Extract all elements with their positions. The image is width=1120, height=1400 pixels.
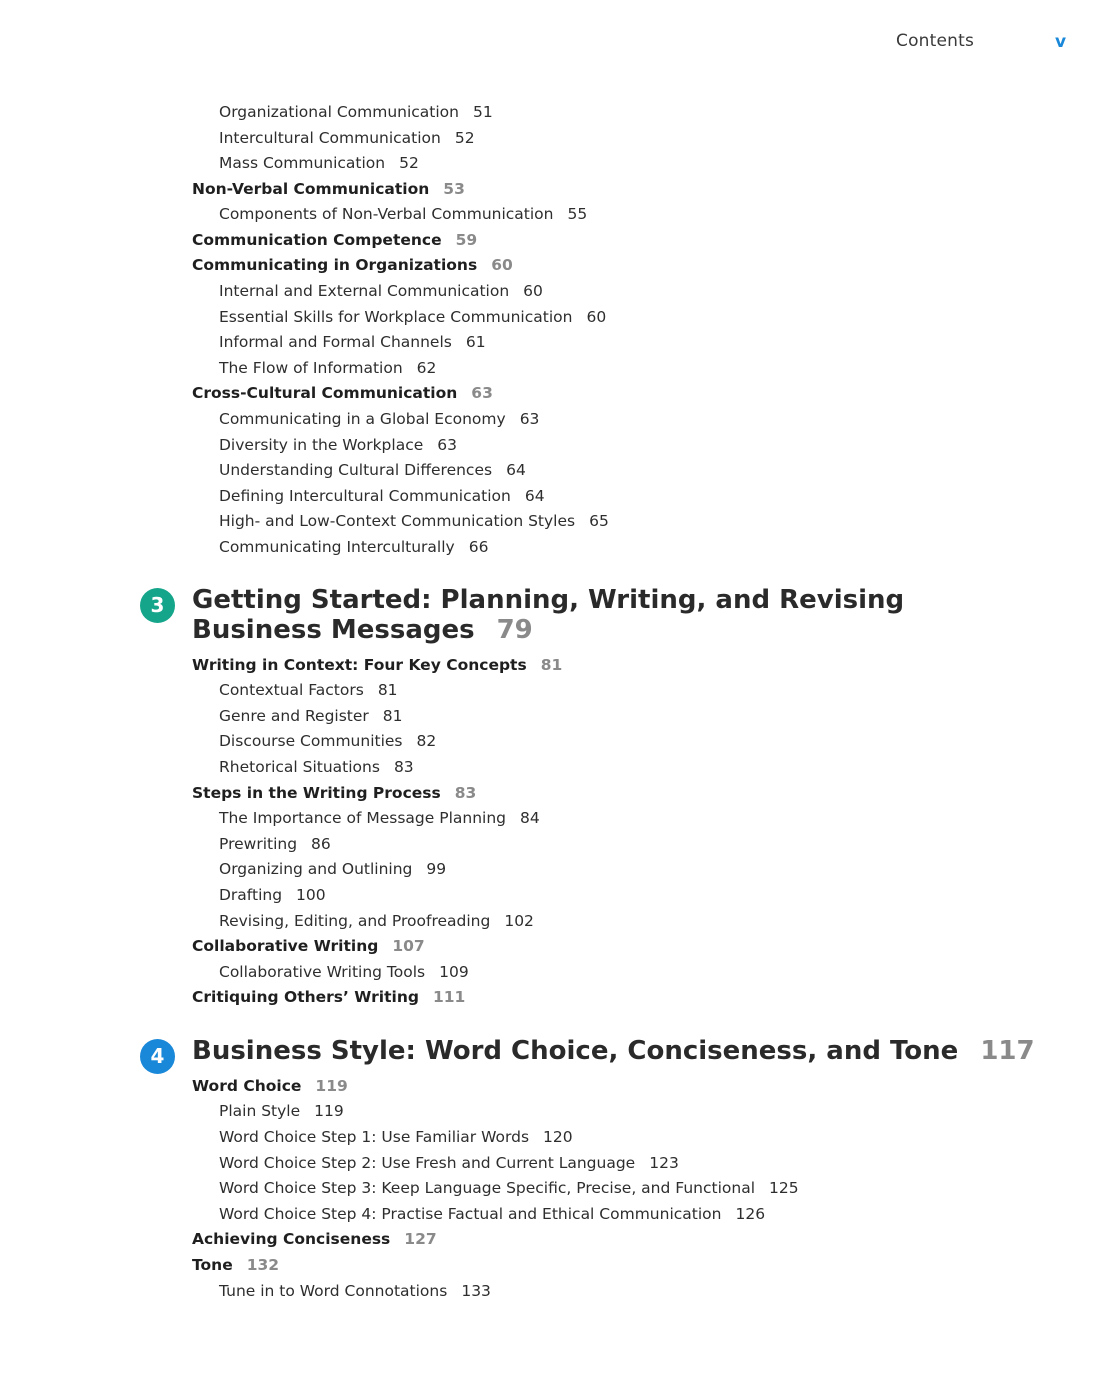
chapter-title-line: Getting Started: Planning, Writing, and Revising xyxy=(192,585,905,615)
toc-section-title: Achieving Conciseness xyxy=(192,1230,391,1248)
toc-section[interactable] xyxy=(192,1255,279,1275)
toc-entry[interactable] xyxy=(219,962,469,982)
toc-section-page: 127 xyxy=(404,1230,437,1248)
toc-section-title: Tone xyxy=(192,1256,233,1274)
toc-entry-page: 62 xyxy=(416,359,437,377)
toc-entry-page: 120 xyxy=(543,1128,573,1146)
toc-entry[interactable] xyxy=(219,1153,679,1173)
toc-section-page: 81 xyxy=(540,656,563,674)
toc-entry-title: Word Choice Step 3: Keep Language Specific, Precise, and Functional xyxy=(219,1179,756,1197)
toc-entry-page: 86 xyxy=(311,835,331,853)
toc-entry-page: 60 xyxy=(586,308,607,326)
toc-section[interactable] xyxy=(192,230,477,250)
toc-entry-title: Tune in to Word Connotations xyxy=(219,1282,448,1300)
toc-section[interactable] xyxy=(192,179,465,199)
toc-entry-title: Genre and Register xyxy=(219,707,369,725)
toc-entry-title: Plain Style xyxy=(219,1102,301,1120)
toc-section-page: 119 xyxy=(315,1077,348,1095)
toc-entry-title: Essential Skills for Workplace Communication xyxy=(219,308,573,326)
toc-entry[interactable] xyxy=(219,537,488,557)
running-head-title: Contents xyxy=(896,31,975,51)
running-head xyxy=(0,31,1120,57)
toc-section-title: Writing in Context: Four Key Concepts xyxy=(192,656,527,674)
toc-entry-title: The Flow of Information xyxy=(219,359,403,377)
chapter-title xyxy=(192,585,904,645)
toc-entry-page: 64 xyxy=(506,461,526,479)
toc-entry[interactable] xyxy=(219,1101,344,1121)
toc-entry[interactable] xyxy=(219,511,609,531)
toc-entry-page: 82 xyxy=(416,732,437,750)
toc-entry-title: Revising, Editing, and Proofreading xyxy=(219,912,491,930)
toc-entry-page: 100 xyxy=(296,886,326,904)
toc-entry[interactable] xyxy=(219,102,493,122)
toc-entry[interactable] xyxy=(219,358,436,378)
toc-entry-title: Discourse Communities xyxy=(219,732,403,750)
toc-entry[interactable] xyxy=(219,1127,573,1147)
toc-section[interactable] xyxy=(192,987,465,1007)
toc-entry-page: 51 xyxy=(473,103,493,121)
toc-entry-title: Informal and Formal Channels xyxy=(219,333,452,351)
toc-entry-page: 63 xyxy=(437,436,457,454)
toc-entry[interactable] xyxy=(219,885,326,905)
toc-entry-title: Mass Communication xyxy=(219,154,386,172)
toc-entry[interactable] xyxy=(219,808,540,828)
toc-entry-title: Defining Intercultural Communication xyxy=(219,487,511,505)
toc-section-title: Cross-Cultural Communication xyxy=(192,384,458,402)
toc-entry[interactable] xyxy=(219,1204,765,1224)
toc-entry[interactable] xyxy=(219,486,545,506)
toc-section-title: Non-Verbal Communication xyxy=(192,180,430,198)
toc-entry-page: 64 xyxy=(524,487,545,505)
toc-section[interactable] xyxy=(192,783,476,803)
toc-entry-page: 109 xyxy=(439,963,469,981)
toc-section-title: Communication Competence xyxy=(192,231,442,249)
toc-entry-title: Word Choice Step 1: Use Familiar Words xyxy=(219,1128,530,1146)
toc-entry[interactable] xyxy=(219,680,398,700)
toc-entry[interactable] xyxy=(219,1281,491,1301)
toc-entry-title: Word Choice Step 4: Practise Factual and Ethical Communication xyxy=(219,1205,722,1223)
toc-entry-page: 52 xyxy=(454,129,475,147)
toc-entry-title: High- and Low-Context Communication Styles xyxy=(219,512,576,530)
toc-entry-title: Communicating Interculturally xyxy=(219,538,455,556)
toc-entry-title: Communicating in a Global Economy xyxy=(219,410,506,428)
toc-entry-title: Contextual Factors xyxy=(219,681,364,699)
toc-entry[interactable] xyxy=(219,460,526,480)
toc-section[interactable] xyxy=(192,936,425,956)
toc-entry[interactable] xyxy=(219,706,403,726)
chapter-title xyxy=(192,1036,1035,1066)
toc-entry-title: Word Choice Step 2: Use Fresh and Current Language xyxy=(219,1154,636,1172)
toc-section-page: 60 xyxy=(491,256,513,274)
toc-entry-page: 123 xyxy=(649,1154,679,1172)
toc-entry-page: 61 xyxy=(465,333,486,351)
toc-section-page: 53 xyxy=(443,180,465,198)
toc-entry-page: 125 xyxy=(769,1179,799,1197)
toc-entry-page: 81 xyxy=(382,707,403,725)
toc-section-title: Steps in the Writing Process xyxy=(192,784,441,802)
chapter-page: 117 xyxy=(980,1036,1035,1066)
toc-entry-title: Intercultural Communication xyxy=(219,129,441,147)
toc-entry-page: 63 xyxy=(519,410,540,428)
toc-entry[interactable] xyxy=(219,911,534,931)
chapter-page: 79 xyxy=(496,615,533,645)
toc-entry-title: Collaborative Writing Tools xyxy=(219,963,426,981)
toc-entry[interactable] xyxy=(219,204,587,224)
toc-entry[interactable] xyxy=(219,757,414,777)
chapter-number-badge: 3 xyxy=(140,588,175,623)
toc-entry-title: Diversity in the Workplace xyxy=(219,436,424,454)
toc-entry[interactable] xyxy=(219,332,486,352)
toc-entry-page: 66 xyxy=(468,538,489,556)
toc-entry-page: 83 xyxy=(393,758,414,776)
toc-entry[interactable] xyxy=(219,409,539,429)
toc-entry-page: 84 xyxy=(520,809,540,827)
toc-entry[interactable] xyxy=(219,859,446,879)
chapter-title-line: Business Messages xyxy=(192,615,475,645)
toc-entry-title: Rhetorical Situations xyxy=(219,758,380,776)
toc-entry-title: Components of Non-Verbal Communication xyxy=(219,205,554,223)
toc-entry-page: 133 xyxy=(461,1282,491,1300)
toc-entry[interactable] xyxy=(219,281,543,301)
toc-section-page: 107 xyxy=(392,937,425,955)
toc-section[interactable] xyxy=(192,1229,437,1249)
toc-entry-page: 60 xyxy=(523,282,543,300)
toc-section-page: 111 xyxy=(432,988,466,1006)
toc-entry[interactable] xyxy=(219,731,436,751)
toc-section-title: Word Choice xyxy=(192,1077,302,1095)
toc-section-title: Collaborative Writing xyxy=(192,937,379,955)
toc-section-page: 132 xyxy=(246,1256,280,1274)
toc-entry-page: 126 xyxy=(735,1205,766,1223)
toc-entry-title: Internal and External Communication xyxy=(219,282,510,300)
toc-entry[interactable] xyxy=(219,1178,799,1198)
toc-entry-page: 65 xyxy=(589,512,609,530)
toc-entry-page: 119 xyxy=(314,1102,344,1120)
toc-entry[interactable] xyxy=(219,435,457,455)
toc-section[interactable] xyxy=(192,655,562,675)
toc-section-page: 59 xyxy=(455,231,478,249)
toc-entry-title: Prewriting xyxy=(219,835,298,853)
toc-entry[interactable] xyxy=(219,128,475,148)
toc-entry[interactable] xyxy=(219,834,331,854)
toc-section[interactable] xyxy=(192,383,493,403)
toc-entry-title: Organizational Communication xyxy=(219,103,459,121)
toc-entry-title: Understanding Cultural Differences xyxy=(219,461,493,479)
page-number: v xyxy=(1055,32,1067,52)
toc-entry-title: Drafting xyxy=(219,886,283,904)
toc-section-page: 83 xyxy=(454,784,477,802)
toc-section-title: Critiquing Others’ Writing xyxy=(192,988,419,1006)
toc-entry-page: 52 xyxy=(399,154,419,172)
toc-entry[interactable] xyxy=(219,307,606,327)
toc-entry-page: 99 xyxy=(426,860,447,878)
toc-entry-page: 102 xyxy=(504,912,534,930)
toc-section-title: Communicating in Organizations xyxy=(192,256,478,274)
toc-entry-page: 81 xyxy=(377,681,398,699)
chapter-number-badge: 4 xyxy=(140,1039,175,1074)
toc-section[interactable] xyxy=(192,255,513,275)
chapter-title-line: Business Style: Word Choice, Conciseness, and Tone xyxy=(192,1036,959,1066)
toc-entry[interactable] xyxy=(219,153,419,173)
toc-section-page: 63 xyxy=(471,384,493,402)
toc-section[interactable] xyxy=(192,1076,348,1096)
toc-entry-page: 55 xyxy=(567,205,588,223)
toc-entry-title: The Importance of Message Planning xyxy=(219,809,506,827)
toc-entry-title: Organizing and Outlining xyxy=(219,860,413,878)
